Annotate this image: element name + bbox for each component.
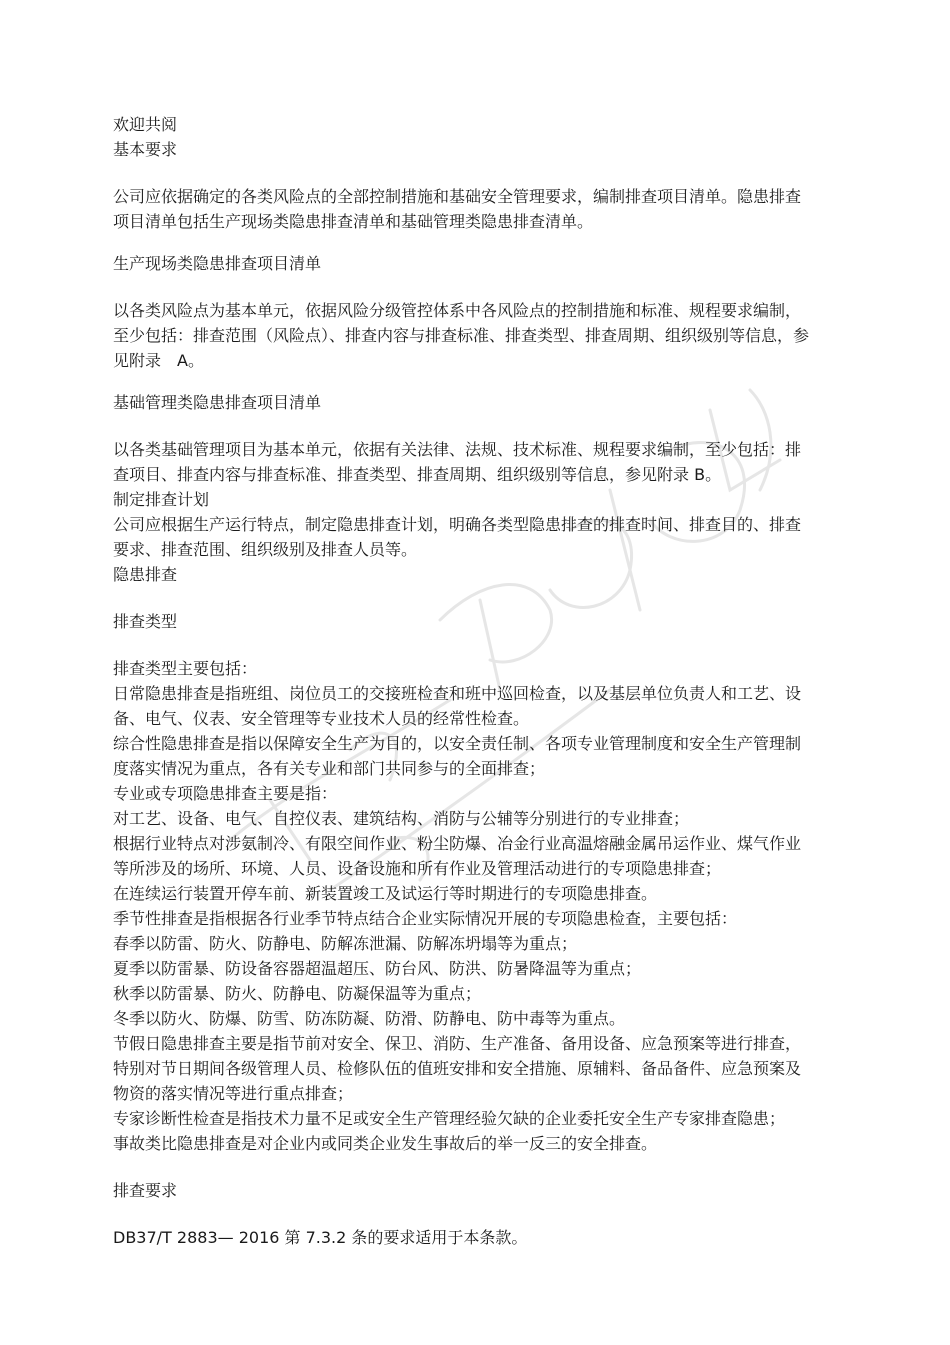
management-list-paragraph: 以各类基础管理项目为基本单元，依据有关法律、法规、技术标准、规程要求编制，至少包括：排查项目、排查内容与排查标准、排查类型、排查周期、组织级别等信息，参见附录 B。 bbox=[113, 440, 802, 484]
list-item: 节假日隐患排查主要是指节前对安全、保卫、消防、生产准备、备用设备、应急预案等进行排查，特别对节日期间各级管理人员、检修队伍的值班安排和安全措施、原辅料、备品备件、应急预案及物资的落实情况等进行重点排查； bbox=[113, 1034, 802, 1103]
list-item: 事故类比隐患排查是对企业内或同类企业发生事故后的举一反三的安全排查。 bbox=[113, 1134, 658, 1153]
basic-requirements-paragraph: 公司应依据确定的各类风险点的全部控制措施和基础安全管理要求，编制排查项目清单。隐患排查项目清单包括生产现场类隐患排查清单和基础管理类隐患排查清单。 bbox=[113, 187, 802, 231]
inspection-requirements-paragraph: DB37/T 2883— 2016 第 7.3.2 条的要求适用于本条款。 bbox=[113, 1228, 528, 1247]
section-title-plan: 制定排查计划 bbox=[113, 490, 210, 509]
list-item: 专业或专项隐患排查主要是指： bbox=[113, 784, 338, 803]
list-item: 春季以防雷、防火、防静电、防解冻泄漏、防解冻坍塌等为重点； bbox=[113, 934, 578, 953]
section-title-hazard-inspection: 隐患排查 bbox=[113, 565, 178, 584]
section-title-site-list: 生产现场类隐患排查项目清单 bbox=[113, 254, 322, 273]
header-line-1: 欢迎共阅 bbox=[113, 115, 178, 134]
list-item: 根据行业特点对涉氨制冷、有限空间作业、粉尘防爆、冶金行业高温熔融金属吊运作业、煤气作业等所涉及的场所、环境、人员、设备设施和所有作业及管理活动进行的专项隐患排查； bbox=[113, 834, 802, 878]
document-body bbox=[113, 112, 813, 1250]
list-item: 综合性隐患排查是指以保障安全生产为目的，以安全责任制、各项专业管理制度和安全生产管理制度落实情况为重点，各有关专业和部门共同参与的全面排查； bbox=[113, 734, 802, 778]
plan-paragraph: 公司应根据生产运行特点，制定隐患排查计划，明确各类型隐患排查的排查时间、排查目的、排查要求、排查范围、组织级别及排查人员等。 bbox=[113, 515, 802, 559]
site-list-paragraph: 以各类风险点为基本单元，依据风险分级管控体系中各风险点的控制措施和标准、规程要求编制，至少包括：排查范围（风险点）、排查内容与排查标准、排查类型、排查周期、组织级别等信息，参见附录 A。 bbox=[113, 301, 810, 370]
section-title-management-list: 基础管理类隐患排查项目清单 bbox=[113, 393, 322, 412]
list-item: 日常隐患排查是指班组、岗位员工的交接班检查和班中巡回检查，以及基层单位负责人和工艺、设备、电气、仪表、安全管理等专业技术人员的经常性检查。 bbox=[113, 684, 802, 728]
list-item: 季节性排查是指根据各行业季节特点结合企业实际情况开展的专项隐患检查，主要包括： bbox=[113, 909, 738, 928]
list-item: 专家诊断性检查是指技术力量不足或安全生产管理经验欠缺的企业委托安全生产专家排查隐患； bbox=[113, 1109, 786, 1128]
list-item: 在连续运行装置开停车前、新装置竣工及试运行等时期进行的专项隐患排查。 bbox=[113, 884, 658, 903]
section-title-inspection-types: 排查类型 bbox=[113, 612, 178, 631]
inspection-types-intro: 排查类型主要包括： bbox=[113, 659, 258, 678]
section-title-inspection-requirements: 排查要求 bbox=[113, 1181, 178, 1200]
list-item: 冬季以防火、防爆、防雪、防冻防凝、防滑、防静电、防中毒等为重点。 bbox=[113, 1009, 626, 1028]
section-title-basic-requirements: 基本要求 bbox=[113, 140, 178, 159]
list-item: 对工艺、设备、电气、自控仪表、建筑结构、消防与公辅等分别进行的专业排查； bbox=[113, 809, 690, 828]
list-item: 夏季以防雷暴、防设备容器超温超压、防台风、防洪、防暑降温等为重点； bbox=[113, 959, 642, 978]
list-item: 秋季以防雷暴、防火、防静电、防凝保温等为重点； bbox=[113, 984, 482, 1003]
